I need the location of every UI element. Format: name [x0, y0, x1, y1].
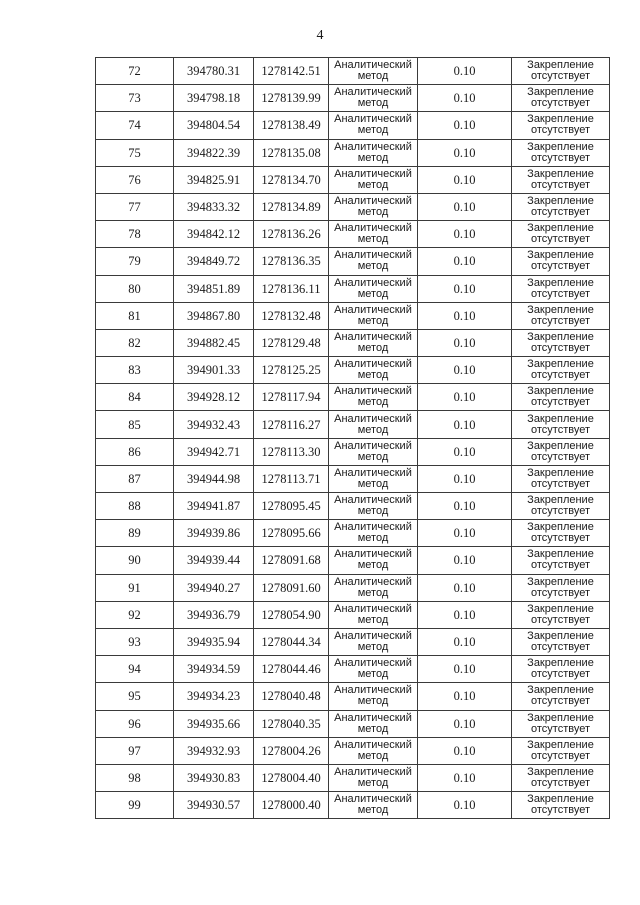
method-cell: Аналитический метод	[329, 275, 418, 302]
fixation-cell: Закрепление отсутствует	[512, 58, 610, 85]
fixation-cell: Закрепление отсутствует	[512, 574, 610, 601]
accuracy-cell: 0.10	[418, 166, 512, 193]
accuracy-cell: 0.10	[418, 85, 512, 112]
x-coordinate-cell: 394934.23	[174, 683, 254, 710]
method-cell: Аналитический метод	[329, 737, 418, 764]
fixation-cell: Закрепление отсутствует	[512, 384, 610, 411]
accuracy-cell: 0.10	[418, 139, 512, 166]
accuracy-cell: 0.10	[418, 547, 512, 574]
x-coordinate-cell: 394867.80	[174, 302, 254, 329]
point-number-cell: 87	[96, 465, 174, 492]
point-number-cell: 93	[96, 628, 174, 655]
y-coordinate-cell: 1278095.66	[254, 520, 329, 547]
x-coordinate-cell: 394804.54	[174, 112, 254, 139]
accuracy-cell: 0.10	[418, 493, 512, 520]
table-row	[96, 547, 610, 574]
accuracy-cell: 0.10	[418, 656, 512, 683]
point-number-cell: 85	[96, 411, 174, 438]
table-row	[96, 248, 610, 275]
fixation-cell: Закрепление отсутствует	[512, 656, 610, 683]
fixation-cell: Закрепление отсутствует	[512, 737, 610, 764]
table-row	[96, 628, 610, 655]
x-coordinate-cell: 394935.66	[174, 710, 254, 737]
accuracy-cell: 0.10	[418, 764, 512, 791]
y-coordinate-cell: 1278142.51	[254, 58, 329, 85]
accuracy-cell: 0.10	[418, 465, 512, 492]
fixation-cell: Закрепление отсутствует	[512, 112, 610, 139]
point-number-cell: 94	[96, 656, 174, 683]
table-row	[96, 85, 610, 112]
fixation-cell: Закрепление отсутствует	[512, 493, 610, 520]
point-number-cell: 98	[96, 764, 174, 791]
accuracy-cell: 0.10	[418, 601, 512, 628]
point-number-cell: 79	[96, 248, 174, 275]
y-coordinate-cell: 1278095.45	[254, 493, 329, 520]
x-coordinate-cell: 394939.44	[174, 547, 254, 574]
point-number-cell: 86	[96, 438, 174, 465]
point-number-cell: 96	[96, 710, 174, 737]
y-coordinate-cell: 1278091.68	[254, 547, 329, 574]
method-cell: Аналитический метод	[329, 601, 418, 628]
fixation-cell: Закрепление отсутствует	[512, 683, 610, 710]
y-coordinate-cell: 1278040.35	[254, 710, 329, 737]
x-coordinate-cell: 394849.72	[174, 248, 254, 275]
method-cell: Аналитический метод	[329, 493, 418, 520]
y-coordinate-cell: 1278113.30	[254, 438, 329, 465]
x-coordinate-cell: 394930.83	[174, 764, 254, 791]
y-coordinate-cell: 1278136.11	[254, 275, 329, 302]
x-coordinate-cell: 394936.79	[174, 601, 254, 628]
y-coordinate-cell: 1278135.08	[254, 139, 329, 166]
x-coordinate-cell: 394934.59	[174, 656, 254, 683]
table-row	[96, 710, 610, 737]
accuracy-cell: 0.10	[418, 710, 512, 737]
fixation-cell: Закрепление отсутствует	[512, 221, 610, 248]
accuracy-cell: 0.10	[418, 193, 512, 220]
y-coordinate-cell: 1278134.89	[254, 193, 329, 220]
x-coordinate-cell: 394825.91	[174, 166, 254, 193]
y-coordinate-cell: 1278138.49	[254, 112, 329, 139]
table-row	[96, 193, 610, 220]
x-coordinate-cell: 394939.86	[174, 520, 254, 547]
point-number-cell: 76	[96, 166, 174, 193]
table-row	[96, 601, 610, 628]
x-coordinate-cell: 394798.18	[174, 85, 254, 112]
accuracy-cell: 0.10	[418, 248, 512, 275]
point-number-cell: 81	[96, 302, 174, 329]
fixation-cell: Закрепление отсутствует	[512, 710, 610, 737]
y-coordinate-cell: 1278000.40	[254, 792, 329, 819]
y-coordinate-cell: 1278125.25	[254, 357, 329, 384]
fixation-cell: Закрепление отсутствует	[512, 547, 610, 574]
point-number-cell: 75	[96, 139, 174, 166]
method-cell: Аналитический метод	[329, 58, 418, 85]
point-number-cell: 73	[96, 85, 174, 112]
fixation-cell: Закрепление отсутствует	[512, 139, 610, 166]
point-number-cell: 99	[96, 792, 174, 819]
accuracy-cell: 0.10	[418, 520, 512, 547]
x-coordinate-cell: 394940.27	[174, 574, 254, 601]
method-cell: Аналитический метод	[329, 520, 418, 547]
y-coordinate-cell: 1278139.99	[254, 85, 329, 112]
fixation-cell: Закрепление отсутствует	[512, 601, 610, 628]
point-number-cell: 90	[96, 547, 174, 574]
table-row	[96, 683, 610, 710]
x-coordinate-cell: 394833.32	[174, 193, 254, 220]
method-cell: Аналитический метод	[329, 465, 418, 492]
coordinates-table-body	[96, 58, 610, 819]
fixation-cell: Закрепление отсутствует	[512, 438, 610, 465]
accuracy-cell: 0.10	[418, 792, 512, 819]
point-number-cell: 95	[96, 683, 174, 710]
fixation-cell: Закрепление отсутствует	[512, 248, 610, 275]
table-row	[96, 275, 610, 302]
table-row	[96, 656, 610, 683]
fixation-cell: Закрепление отсутствует	[512, 357, 610, 384]
method-cell: Аналитический метод	[329, 112, 418, 139]
table-row	[96, 384, 610, 411]
method-cell: Аналитический метод	[329, 656, 418, 683]
y-coordinate-cell: 1278004.26	[254, 737, 329, 764]
y-coordinate-cell: 1278117.94	[254, 384, 329, 411]
method-cell: Аналитический метод	[329, 357, 418, 384]
y-coordinate-cell: 1278040.48	[254, 683, 329, 710]
y-coordinate-cell: 1278116.27	[254, 411, 329, 438]
accuracy-cell: 0.10	[418, 329, 512, 356]
fixation-cell: Закрепление отсутствует	[512, 411, 610, 438]
point-number-cell: 83	[96, 357, 174, 384]
point-number-cell: 84	[96, 384, 174, 411]
method-cell: Аналитический метод	[329, 193, 418, 220]
point-number-cell: 82	[96, 329, 174, 356]
y-coordinate-cell: 1278004.40	[254, 764, 329, 791]
table-row	[96, 438, 610, 465]
y-coordinate-cell: 1278044.46	[254, 656, 329, 683]
method-cell: Аналитический метод	[329, 302, 418, 329]
accuracy-cell: 0.10	[418, 438, 512, 465]
y-coordinate-cell: 1278091.60	[254, 574, 329, 601]
method-cell: Аналитический метод	[329, 411, 418, 438]
x-coordinate-cell: 394935.94	[174, 628, 254, 655]
accuracy-cell: 0.10	[418, 221, 512, 248]
x-coordinate-cell: 394851.89	[174, 275, 254, 302]
table-row	[96, 166, 610, 193]
method-cell: Аналитический метод	[329, 221, 418, 248]
x-coordinate-cell: 394901.33	[174, 357, 254, 384]
fixation-cell: Закрепление отсутствует	[512, 85, 610, 112]
point-number-cell: 92	[96, 601, 174, 628]
table-row	[96, 139, 610, 166]
x-coordinate-cell: 394928.12	[174, 384, 254, 411]
coordinates-table	[95, 57, 610, 819]
table-row	[96, 221, 610, 248]
table-row	[96, 764, 610, 791]
table-row	[96, 520, 610, 547]
point-number-cell: 88	[96, 493, 174, 520]
point-number-cell: 80	[96, 275, 174, 302]
fixation-cell: Закрепление отсутствует	[512, 520, 610, 547]
method-cell: Аналитический метод	[329, 438, 418, 465]
page-number: 4	[316, 28, 324, 43]
accuracy-cell: 0.10	[418, 58, 512, 85]
point-number-cell: 72	[96, 58, 174, 85]
point-number-cell: 74	[96, 112, 174, 139]
table-row	[96, 737, 610, 764]
accuracy-cell: 0.10	[418, 275, 512, 302]
method-cell: Аналитический метод	[329, 710, 418, 737]
fixation-cell: Закрепление отсутствует	[512, 792, 610, 819]
x-coordinate-cell: 394942.71	[174, 438, 254, 465]
table-row	[96, 792, 610, 819]
y-coordinate-cell: 1278044.34	[254, 628, 329, 655]
table-row	[96, 302, 610, 329]
fixation-cell: Закрепление отсутствует	[512, 764, 610, 791]
method-cell: Аналитический метод	[329, 683, 418, 710]
point-number-cell: 91	[96, 574, 174, 601]
point-number-cell: 89	[96, 520, 174, 547]
table-row	[96, 465, 610, 492]
table-row	[96, 411, 610, 438]
fixation-cell: Закрепление отсутствует	[512, 275, 610, 302]
fixation-cell: Закрепление отсутствует	[512, 302, 610, 329]
method-cell: Аналитический метод	[329, 574, 418, 601]
y-coordinate-cell: 1278129.48	[254, 329, 329, 356]
fixation-cell: Закрепление отсутствует	[512, 329, 610, 356]
accuracy-cell: 0.10	[418, 683, 512, 710]
accuracy-cell: 0.10	[418, 112, 512, 139]
method-cell: Аналитический метод	[329, 547, 418, 574]
x-coordinate-cell: 394941.87	[174, 493, 254, 520]
y-coordinate-cell: 1278134.70	[254, 166, 329, 193]
point-number-cell: 77	[96, 193, 174, 220]
accuracy-cell: 0.10	[418, 628, 512, 655]
method-cell: Аналитический метод	[329, 85, 418, 112]
method-cell: Аналитический метод	[329, 248, 418, 275]
table-row	[96, 357, 610, 384]
point-number-cell: 97	[96, 737, 174, 764]
method-cell: Аналитический метод	[329, 764, 418, 791]
table-row	[96, 112, 610, 139]
x-coordinate-cell: 394944.98	[174, 465, 254, 492]
x-coordinate-cell: 394780.31	[174, 58, 254, 85]
table-row	[96, 574, 610, 601]
table-row	[96, 493, 610, 520]
accuracy-cell: 0.10	[418, 411, 512, 438]
method-cell: Аналитический метод	[329, 628, 418, 655]
fixation-cell: Закрепление отсутствует	[512, 166, 610, 193]
point-number-cell: 78	[96, 221, 174, 248]
y-coordinate-cell: 1278113.71	[254, 465, 329, 492]
method-cell: Аналитический метод	[329, 329, 418, 356]
accuracy-cell: 0.10	[418, 302, 512, 329]
accuracy-cell: 0.10	[418, 384, 512, 411]
accuracy-cell: 0.10	[418, 357, 512, 384]
method-cell: Аналитический метод	[329, 139, 418, 166]
fixation-cell: Закрепление отсутствует	[512, 193, 610, 220]
table-row	[96, 58, 610, 85]
y-coordinate-cell: 1278132.48	[254, 302, 329, 329]
x-coordinate-cell: 394822.39	[174, 139, 254, 166]
method-cell: Аналитический метод	[329, 384, 418, 411]
method-cell: Аналитический метод	[329, 166, 418, 193]
table-row	[96, 329, 610, 356]
accuracy-cell: 0.10	[418, 574, 512, 601]
x-coordinate-cell: 394930.57	[174, 792, 254, 819]
y-coordinate-cell: 1278136.35	[254, 248, 329, 275]
accuracy-cell: 0.10	[418, 737, 512, 764]
fixation-cell: Закрепление отсутствует	[512, 628, 610, 655]
y-coordinate-cell: 1278136.26	[254, 221, 329, 248]
x-coordinate-cell: 394882.45	[174, 329, 254, 356]
y-coordinate-cell: 1278054.90	[254, 601, 329, 628]
fixation-cell: Закрепление отсутствует	[512, 465, 610, 492]
x-coordinate-cell: 394842.12	[174, 221, 254, 248]
x-coordinate-cell: 394932.93	[174, 737, 254, 764]
x-coordinate-cell: 394932.43	[174, 411, 254, 438]
method-cell: Аналитический метод	[329, 792, 418, 819]
